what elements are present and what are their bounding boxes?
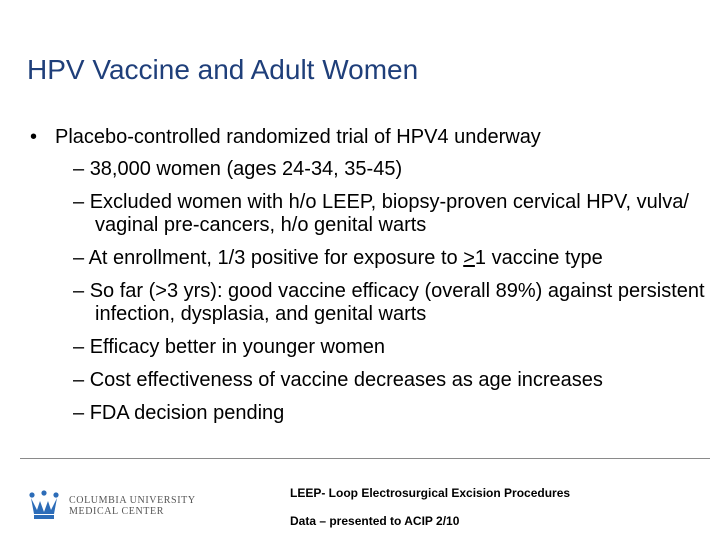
columbia-logo bbox=[28, 490, 198, 522]
sub-bullet bbox=[55, 369, 710, 392]
dash-marker: – bbox=[73, 402, 90, 424]
logo-line-1: COLUMBIA UNIVERSITY bbox=[69, 495, 196, 506]
sub-bullet-text: Cost effectiveness of vaccine decreases as age increases bbox=[89, 369, 603, 391]
dash-marker: – bbox=[73, 247, 89, 269]
sub-bullet bbox=[55, 158, 710, 181]
sub-bullet-text: Excluded women with h/o LEEP, biopsy-proven cervical HPV, vulva/ vaginal pre-cancers, h/o genital warts bbox=[89, 191, 689, 236]
main-bullet-text: Placebo-controlled randomized trial of HPV4 underway bbox=[55, 126, 541, 148]
sub-bullet bbox=[55, 280, 710, 326]
bullet-marker: • bbox=[30, 126, 38, 148]
leep-definition: LEEP- Loop Electrosurgical Excision Procedures bbox=[290, 486, 571, 500]
sub-bullet-text: At enrollment, 1/3 positive for exposure to bbox=[88, 247, 464, 269]
underlined-symbol: > bbox=[463, 247, 475, 269]
sub-bullet-text: 38,000 women (ages 24-34, 35-45) bbox=[89, 158, 403, 180]
logo-text bbox=[69, 495, 196, 517]
dash-marker: – bbox=[73, 191, 90, 213]
sub-bullet bbox=[55, 336, 710, 359]
sub-bullet bbox=[55, 402, 710, 425]
dash-marker: – bbox=[73, 280, 90, 302]
dash-marker: – bbox=[73, 158, 90, 180]
sub-bullet bbox=[55, 247, 710, 270]
sub-bullet-text: Efficacy better in younger women bbox=[89, 336, 386, 358]
bullet-list bbox=[30, 125, 710, 435]
footer-divider bbox=[20, 458, 710, 459]
main-bullet bbox=[30, 125, 710, 149]
data-source-note: Data – presented to ACIP 2/10 bbox=[290, 514, 460, 528]
sub-bullet-text: So far (>3 yrs): good vaccine efficacy (overall 89%) against persistent infection, dysplasia, and genital warts bbox=[89, 280, 705, 325]
logo-line-2: MEDICAL CENTER bbox=[69, 506, 164, 517]
sub-bullet-text-end: 1 vaccine type bbox=[474, 247, 603, 269]
sub-bullet bbox=[55, 191, 710, 237]
sub-bullet-text: FDA decision pending bbox=[89, 402, 285, 424]
crown-icon bbox=[28, 490, 60, 522]
dash-marker: – bbox=[73, 336, 90, 358]
slide-title: HPV Vaccine and Adult Women bbox=[27, 54, 419, 85]
dash-marker: – bbox=[73, 369, 90, 391]
